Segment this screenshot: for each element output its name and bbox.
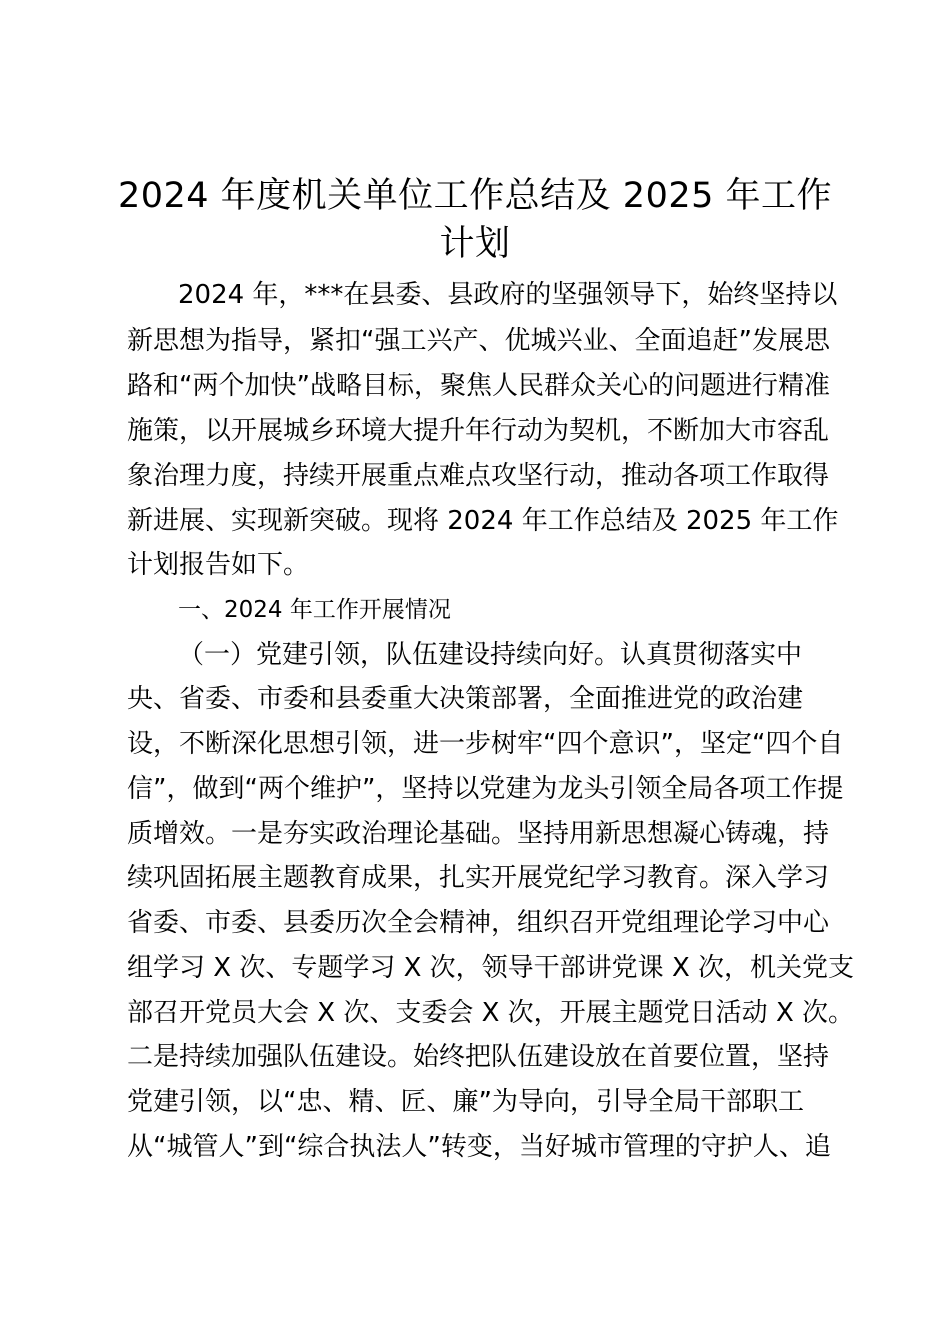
paragraph-line: 质增效。一是夯实政治理论基础。坚持用新思想凝心铸魂，持 [127, 819, 830, 849]
paragraph-line: 信”，做到“两个维护”，坚持以党建为龙头引领全局各项工作提 [127, 774, 844, 804]
paragraph-line: 计划报告如下。 [127, 550, 310, 580]
paragraph-line: 部召开党员大会 X 次、支委会 X 次，开展主题党日活动 X 次。 [127, 998, 855, 1028]
paragraph-line: 从“城管人”到“综合执法人”转变，当好城市管理的守护人、追 [127, 1132, 831, 1162]
section-heading: 一、2024 年工作开展情况 [178, 597, 451, 623]
paragraph-line: 2024 年，***在县委、县政府的坚强领导下，始终坚持以 [178, 280, 838, 310]
paragraph-line: 新进展、实现新突破。现将 2024 年工作总结及 2025 年工作 [127, 506, 839, 536]
paragraph-line: 央、省委、市委和县委重大决策部署，全面推进党的政治建 [127, 684, 804, 714]
document-title-line-1: 2024 年度机关单位工作总结及 2025 年工作 [117, 176, 833, 216]
paragraph-line: 施策，以开展城乡环境大提升年行动为契机，不断加大市容乱 [127, 416, 830, 446]
paragraph-line: 新思想为指导，紧扣“强工兴产、优城兴业、全面追赶”发展思 [127, 326, 830, 356]
paragraph-line: 路和“两个加快”战略目标，聚焦人民群众关心的问题进行精准 [127, 371, 830, 401]
paragraph-line: 省委、市委、县委历次全会精神，组织召开党组理论学习中心 [127, 908, 830, 938]
paragraph-line: 象治理力度，持续开展重点难点攻坚行动，推动各项工作取得 [127, 461, 830, 491]
paragraph-line: 党建引领，以“忠、精、匠、廉”为导向，引导全局干部职工 [127, 1087, 804, 1117]
paragraph-line: 组学习 X 次、专题学习 X 次，领导干部讲党课 X 次，机关党支 [127, 953, 855, 983]
paragraph-line: 设，不断深化思想引领，进一步树牢“四个意识”，坚定“四个自 [127, 729, 844, 759]
paragraph-line: （一）党建引领，队伍建设持续向好。认真贯彻落实中 [178, 640, 803, 670]
paragraph-line: 二是持续加强队伍建设。始终把队伍建设放在首要位置，坚持 [127, 1042, 830, 1072]
paragraph-line: 续巩固拓展主题教育成果，扎实开展党纪学习教育。深入学习 [127, 863, 830, 893]
document-title-line-2: 计划 [439, 224, 511, 264]
